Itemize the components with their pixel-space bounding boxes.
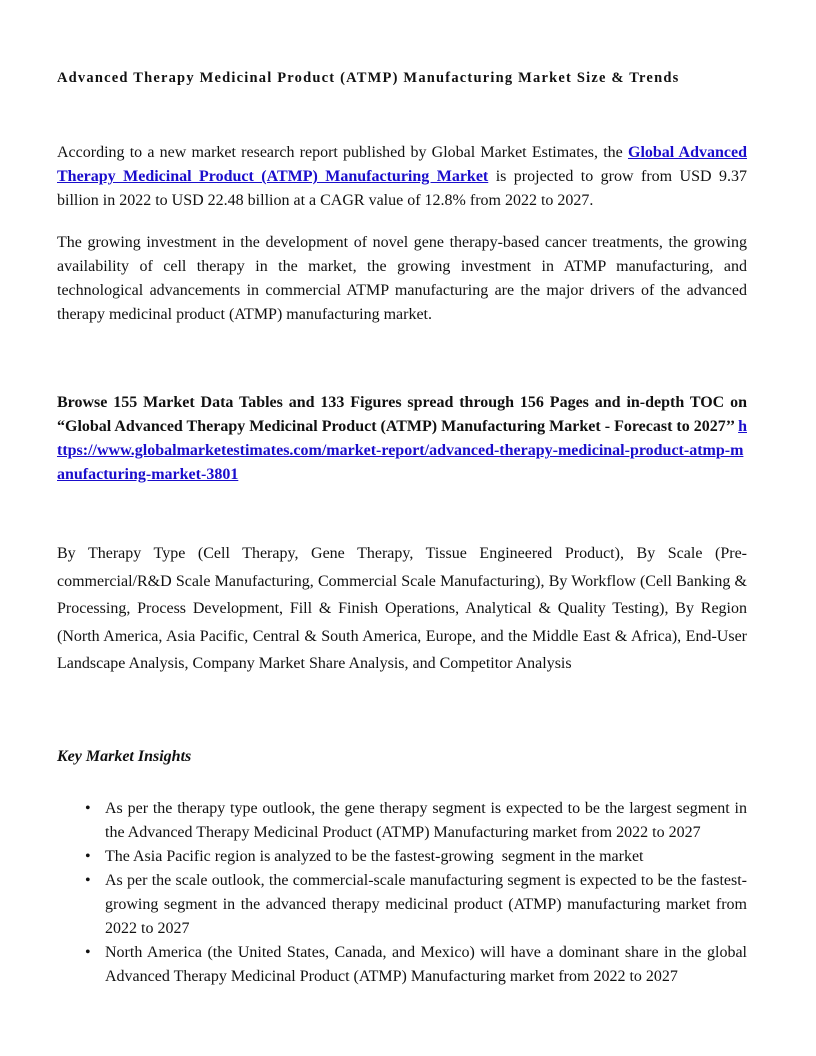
insight-text: As per the scale outlook, the commercial-scale manufacturing segment is expected to be the fastest-growing segment in the advanced therapy medicinal product (ATMP) manufacturing market from 2022 to 2027 bbox=[105, 872, 747, 937]
insight-text: The Asia Pacific region is analyzed to be the fastest-growing segment in the market bbox=[105, 848, 644, 865]
bullet-icon: • bbox=[85, 800, 91, 817]
insights-list bbox=[57, 797, 747, 989]
list-item bbox=[57, 845, 747, 869]
list-item bbox=[57, 797, 747, 845]
market-link[interactable]: Global Advanced Therapy Medicinal Product (ATMP) Manufacturing Market bbox=[57, 144, 748, 185]
intro-text: According to a new market research report published by Global Market Estimates, the bbox=[57, 144, 628, 161]
page-title: Advanced Therapy Medicinal Product (ATMP) Manufacturing Market Size & Trends bbox=[57, 70, 680, 86]
drivers-paragraph: The growing investment in the development of novel gene therapy-based cancer treatments, the growing availability of cell therapy in the market, the growing investment in ATMP manufacturing, and technological advancements in commercial ATMP manufacturing are the major drivers of the advanced therapy medicinal product (ATMP) manufacturing market. bbox=[57, 234, 747, 323]
browse-text: Browse 155 Market Data Tables and 133 Figures spread through 156 Pages and in-depth TOC on “Global Advanced Therapy Medicinal Product (ATMP) Manufacturing Market - Forecast to 2027’’ bbox=[57, 394, 747, 435]
insights-heading: Key Market Insights bbox=[57, 748, 192, 765]
bullet-icon: • bbox=[85, 944, 91, 961]
segments-paragraph: By Therapy Type (Cell Therapy, Gene Therapy, Tissue Engineered Product), By Scale (Pre-commercial/R&D Scale Manufacturing, Commercial Scale Manufacturing), By Workflow (Cell Banking & Processing, Process Development, Fill & Finish Operations, Analytical & Quality Testing), By Region (North America, Asia Pacific, Central & South America, Europe, and the Middle East & Africa), End-User Landscape Analysis, Company Market Share Analysis, and Competitor Analysis bbox=[57, 545, 747, 672]
insight-text: As per the therapy type outlook, the gene therapy segment is expected to be the largest segment in the Advanced Therapy Medicinal Product (ATMP) Manufacturing market from 2022 to 2027 bbox=[105, 800, 747, 841]
browse-paragraph bbox=[57, 391, 747, 487]
intro-paragraph bbox=[57, 141, 747, 213]
list-item bbox=[57, 941, 747, 989]
bullet-icon: • bbox=[85, 872, 91, 889]
insight-text: North America (the United States, Canada, and Mexico) will have a dominant share in the global Advanced Therapy Medicinal Product (ATMP) Manufacturing market from 2022 to 2027 bbox=[105, 944, 747, 985]
report-url-link[interactable]: https://www.globalmarketestimates.com/market-report/advanced-therapy-medicinal-product-atmp-manufacturing-market-3801 bbox=[57, 418, 747, 483]
intro-text-end: is projected to grow from USD 9.37 billion in 2022 to USD 22.48 billion at a CAGR value of 12.8% from 2022 to 2027. bbox=[57, 168, 747, 209]
list-item bbox=[57, 869, 747, 941]
bullet-icon: • bbox=[85, 848, 91, 865]
